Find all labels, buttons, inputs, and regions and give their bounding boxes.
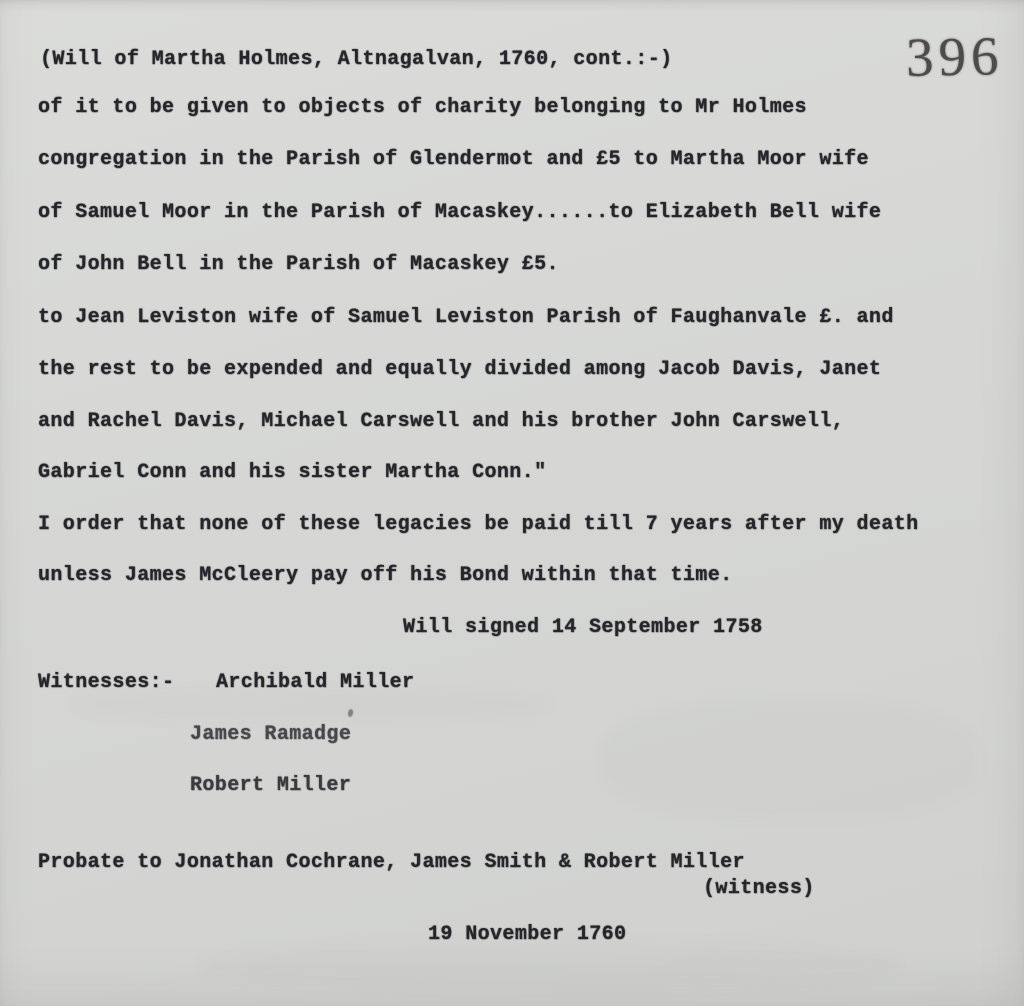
body-line: Gabriel Conn and his sister Martha Conn.": [38, 461, 547, 484]
body-line: of it to be given to objects of charity belonging to Mr Holmes: [38, 96, 807, 119]
scan-smudge: [600, 700, 980, 820]
body-line: I order that none of these legacies be paid till 7 years after my death: [38, 513, 919, 536]
probate-witness-note: (witness): [703, 877, 815, 900]
witnesses-label: Witnesses:-: [38, 671, 175, 694]
body-line: of Samuel Moor in the Parish of Macaskey......to Elizabeth Bell wife: [38, 201, 882, 224]
scan-smudge: [200, 940, 900, 990]
witness-name: Archibald Miller: [216, 671, 415, 694]
body-line: and Rachel Davis, Michael Carswell and his brother John Carswell,: [38, 410, 845, 433]
body-line: the rest to be expended and equally divided among Jacob Davis, Janet: [38, 358, 882, 381]
body-line: of John Bell in the Parish of Macaskey £5.: [38, 253, 559, 276]
signature-line: Will signed 14 September 1758: [403, 616, 763, 639]
page-number-stamp: 396: [905, 25, 1005, 88]
header-line: (Will of Martha Holmes, Altnagalvan, 1760, cont.:-): [40, 48, 673, 71]
witness-name: James Ramadge: [190, 723, 352, 746]
witness-name: Robert Miller: [190, 774, 352, 797]
body-line: to Jean Leviston wife of Samuel Leviston Parish of Faughanvale £. and: [38, 306, 894, 329]
body-line: congregation in the Parish of Glendermot and £5 to Martha Moor wife: [38, 148, 869, 171]
body-line: unless James McCleery pay off his Bond within that time.: [38, 564, 733, 587]
probate-line: Probate to Jonathan Cochrane, James Smith & Robert Miller: [38, 851, 745, 874]
probate-date: 19 November 1760: [428, 923, 627, 946]
